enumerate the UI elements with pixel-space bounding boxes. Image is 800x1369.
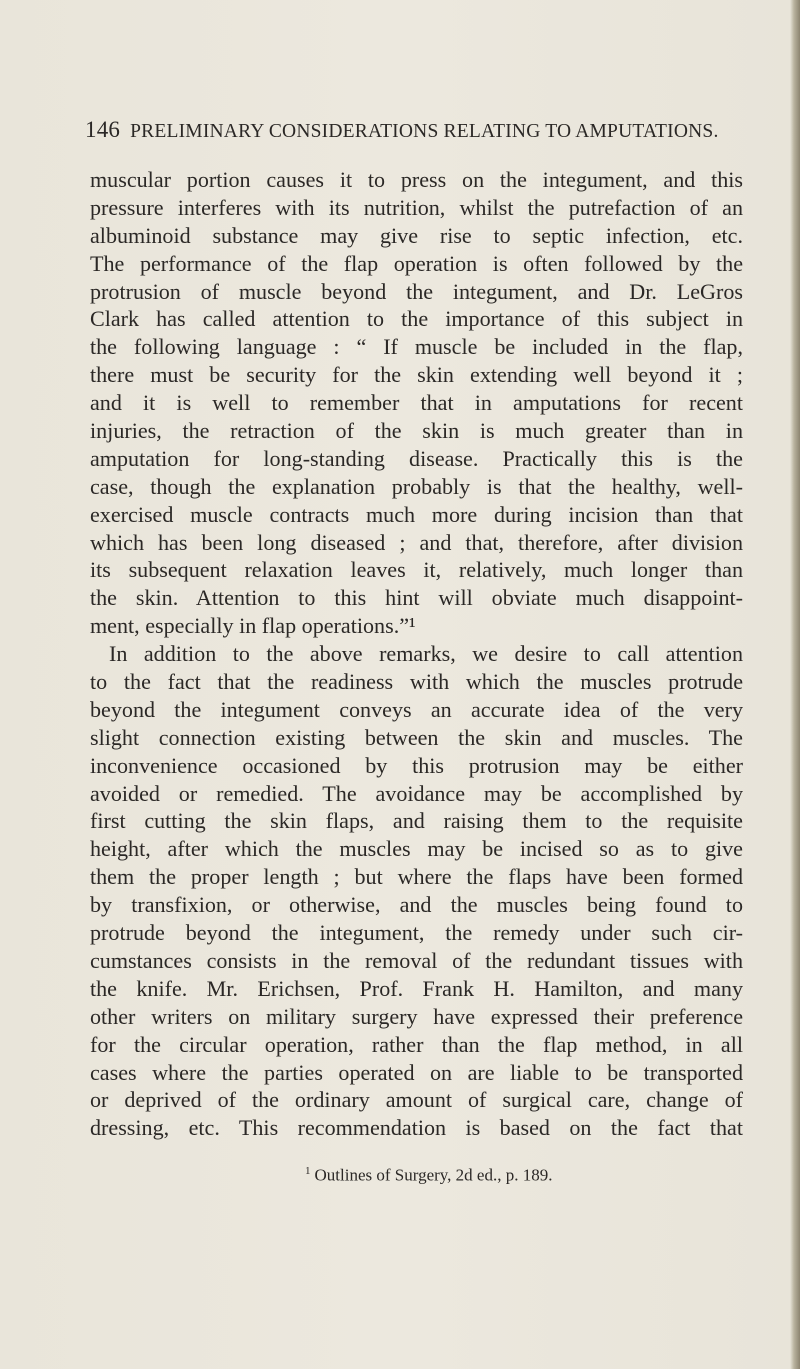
text-line: beyond the integument conveys an accurate idea of the very	[90, 696, 743, 722]
text-line: there must be security for the skin extending well beyond it ;	[90, 362, 743, 388]
text-line: amputation for long-standing disease. Practically this is the	[90, 445, 743, 471]
text-line: albuminoid substance may give rise to septic infection, etc.	[90, 222, 743, 248]
text-line: protrusion of muscle beyond the integument, and Dr. LeGros	[90, 278, 743, 304]
text-line: first cutting the skin flaps, and raising them to the requisite	[90, 808, 743, 834]
text-line: inconvenience occasioned by this protrusion may be either	[90, 752, 743, 778]
footnote-text: Outlines of Surgery, 2d ed., p. 189.	[314, 1165, 553, 1185]
text-line: In addition to the above remarks, we desire to call attention	[109, 641, 743, 667]
text-line: slight connection existing between the skin and muscles. The	[90, 724, 743, 750]
text-line: by transfixion, or otherwise, and the muscles being found to	[90, 892, 743, 918]
text-line: the skin. Attention to this hint will obviate much disappoint-	[90, 585, 743, 611]
text-line: for the circular operation, rather than the flap method, in all	[90, 1031, 743, 1057]
text-line: injuries, the retraction of the skin is much greater than in	[90, 418, 743, 444]
text-line: case, though the explanation probably is that the healthy, well-	[90, 473, 743, 499]
footnote-marker: 1	[305, 1165, 311, 1177]
footnote	[305, 1165, 552, 1186]
text-line: avoided or remedied. The avoidance may be accomplished by	[90, 780, 743, 806]
text-line: its subsequent relaxation leaves it, relatively, much longer than	[90, 557, 743, 583]
text-line: dressing, etc. This recommendation is based on the fact that	[90, 1115, 743, 1141]
page-edge-shadow	[790, 0, 800, 1369]
text-line: which has been long diseased ; and that, therefore, after division	[90, 529, 743, 555]
page-number: 146	[85, 117, 121, 142]
text-line: The performance of the flap operation is often followed by the	[90, 250, 743, 276]
text-line: them the proper length ; but where the flaps have been formed	[90, 864, 743, 890]
text-line: or deprived of the ordinary amount of surgical care, change of	[90, 1087, 743, 1113]
text-line: pressure interferes with its nutrition, whilst the putrefaction of an	[90, 194, 743, 220]
body-text	[90, 166, 743, 1142]
text-line: cases where the parties operated on are liable to be transported	[90, 1059, 743, 1085]
running-head-title: PRELIMINARY CONSIDERATIONS RELATING TO AMPUTATIONS.	[130, 121, 719, 142]
text-line: exercised muscle contracts much more during incision than that	[90, 501, 743, 527]
text-line: ment, especially in flap operations.”¹	[90, 613, 416, 639]
text-line: other writers on military surgery have expressed their preference	[90, 1003, 743, 1029]
text-line: cumstances consists in the removal of the redundant tissues with	[90, 947, 743, 973]
text-line: to the fact that the readiness with which the muscles protrude	[90, 669, 743, 695]
text-line: height, after which the muscles may be incised so as to give	[90, 836, 743, 862]
text-line: the knife. Mr. Erichsen, Prof. Frank H. Hamilton, and many	[90, 975, 743, 1001]
text-line: protrude beyond the integument, the remedy under such cir-	[90, 920, 743, 946]
running-head	[85, 117, 745, 143]
text-line: Clark has called attention to the importance of this subject in	[90, 306, 743, 332]
text-line: muscular portion causes it to press on the integument, and this	[90, 167, 743, 192]
text-line: and it is well to remember that in amputations for recent	[90, 390, 743, 416]
text-line: the following language : “ If muscle be included in the flap,	[90, 334, 743, 360]
